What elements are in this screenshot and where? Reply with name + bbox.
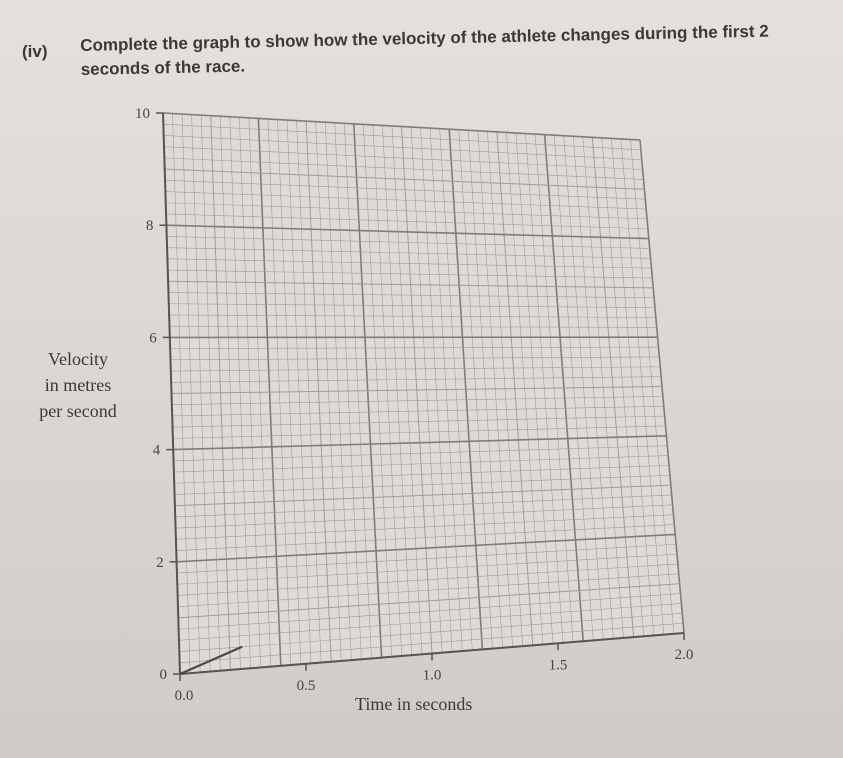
y-tick-label: 10 — [135, 106, 150, 122]
question-text: Complete the graph to show how the velocity of the athlete changes during the first 2 seconds of the race. — [80, 21, 769, 79]
x-tick-label: 1.0 — [422, 667, 442, 684]
y-tick-label: 8 — [145, 218, 154, 235]
y-axis-label-line: in metres — [44, 375, 112, 395]
x-tick-label: 1.5 — [548, 657, 568, 674]
y-axis-label-line: per second — [39, 401, 117, 421]
x-tick-label: 0.5 — [296, 677, 316, 694]
y-tick-label: 4 — [152, 442, 161, 459]
grid-paper — [163, 113, 684, 674]
question-number: (iv) — [22, 42, 48, 61]
grid — [163, 113, 684, 674]
x-tick-label: 2.0 — [674, 647, 694, 663]
y-axis-label-line: Velocity — [48, 349, 108, 369]
y-tick-label: 2 — [156, 554, 164, 571]
x-axis-label: Time in seconds — [355, 694, 473, 714]
y-tick-label: 0 — [159, 667, 167, 683]
y-tick-label: 6 — [149, 330, 157, 347]
x-tick-label: 0.0 — [174, 688, 194, 704]
